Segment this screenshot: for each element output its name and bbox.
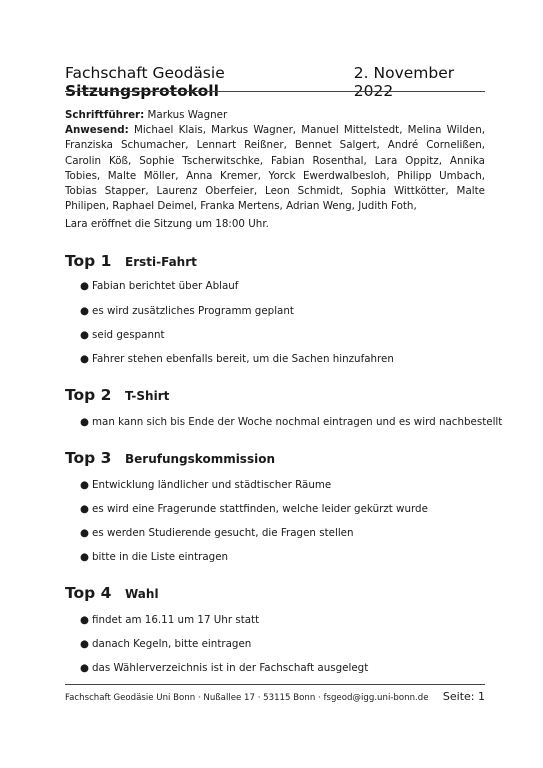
page-header xyxy=(65,64,485,100)
list-item-text: Fabian berichtet über Ablauf xyxy=(92,280,239,292)
section-title: Ersti-Fahrt xyxy=(125,255,197,269)
document-title xyxy=(65,64,354,100)
bullet-icon: ● xyxy=(80,416,89,428)
attendees-label: Anwesend: xyxy=(65,124,129,137)
bullet-icon: ● xyxy=(80,662,89,674)
bullet-icon: ● xyxy=(80,527,89,539)
list-item xyxy=(80,551,228,563)
bullet-icon: ● xyxy=(80,329,89,341)
opening-line: Lara eröffnet die Sitzung um 18:00 Uhr. xyxy=(65,218,269,230)
list-item xyxy=(80,329,165,341)
bullet-icon: ● xyxy=(80,503,89,515)
section-top-3 xyxy=(65,449,485,563)
section-title: Berufungskommission xyxy=(125,452,275,466)
header-divider xyxy=(65,91,485,92)
section-number: Top 3 xyxy=(65,449,112,467)
list-item xyxy=(80,479,331,491)
section-top-4 xyxy=(65,584,485,674)
list-item xyxy=(80,305,294,317)
section-number: Top 1 xyxy=(65,252,112,270)
bullet-icon: ● xyxy=(80,614,89,626)
bullet-icon: ● xyxy=(80,551,89,563)
list-item xyxy=(80,503,428,515)
page-footer xyxy=(65,690,485,703)
recorder-label: Schriftführer: xyxy=(65,109,145,121)
attendees-list: Michael Klais, Markus Wagner, Manuel Mittelstedt, Melina Wilden, Franziska Schumacher, Lennart Reißner, Bennet Salgert, André Cornelißen, Carolin Köß, Sophie Tscherwitschke, Fabian Rosenthal, Lara Oppitz, Annika Tobies, Malte Möller, Anna Kremer, Yorck Ewerdwalbesloh, Philipp Umbach, Tobias Stapper, Laurenz Oberfeier, Leon Schmidt, Sophia Wittkötter, Malte Philipen, Raphael Deimel, Franka Mertens, Adrian Weng, Judith Foth, xyxy=(65,124,485,213)
list-item xyxy=(80,527,354,539)
list-item xyxy=(80,416,502,428)
list-item-text: es wird eine Fragerunde stattfinden, welche leider gekürzt wurde xyxy=(92,503,428,515)
section-top-2 xyxy=(65,386,503,428)
list-item xyxy=(80,638,251,650)
bullet-icon: ● xyxy=(80,353,89,365)
bullet-icon: ● xyxy=(80,479,89,491)
section-heading xyxy=(65,252,485,270)
bullet-icon: ● xyxy=(80,280,89,292)
list-item-text: es wird zusätzliches Programm geplant xyxy=(92,305,294,317)
list-item-text: Fahrer stehen ebenfalls bereit, um die Sachen hinzufahren xyxy=(92,353,394,365)
section-title: Wahl xyxy=(125,587,159,601)
recorder-name: Markus Wagner xyxy=(147,109,228,121)
list-item xyxy=(80,280,238,292)
list-item xyxy=(80,662,368,674)
section-heading xyxy=(65,584,485,602)
list-item-text: Entwicklung ländlicher und städtischer Räume xyxy=(92,479,332,491)
doc-type: Sitzungsprotokoll xyxy=(65,82,219,100)
bullet-icon: ● xyxy=(80,305,89,317)
meeting-date: 2. November 2022 xyxy=(353,64,455,100)
recorder-line xyxy=(65,108,485,123)
list-item-text: es werden Studierende gesucht, die Fragen stellen xyxy=(92,527,354,539)
org-name: Fachschaft Geodäsie xyxy=(65,64,225,82)
list-item xyxy=(80,614,259,626)
bullet-icon: ● xyxy=(80,638,89,650)
section-heading xyxy=(65,449,485,467)
section-number: Top 4 xyxy=(65,584,112,602)
section-title: T-Shirt xyxy=(125,389,170,403)
footer-address: Fachschaft Geodäsie Uni Bonn · Nußallee 17 · 53115 Bonn · fsgeod@igg.uni-bonn.de xyxy=(65,693,429,703)
attendees-line xyxy=(65,123,485,214)
footer-divider xyxy=(65,684,485,685)
section-top-1 xyxy=(65,252,485,365)
list-item-text: man kann sich bis Ende der Woche nochmal eintragen und es wird nachbestellt xyxy=(92,416,503,428)
section-number: Top 2 xyxy=(65,386,112,404)
list-item-text: seid gespannt xyxy=(92,329,165,341)
list-item-text: bitte in die Liste eintragen xyxy=(92,551,229,563)
meta-block xyxy=(65,108,485,214)
page-number: Seite: 1 xyxy=(442,690,485,703)
list-item-text: das Wählerverzeichnis ist in der Fachschaft ausgelegt xyxy=(92,662,369,674)
list-item-text: findet am 16.11 um 17 Uhr statt xyxy=(92,614,260,626)
section-heading xyxy=(65,386,485,404)
list-item-text: danach Kegeln, bitte eintragen xyxy=(92,638,252,650)
list-item xyxy=(80,353,394,365)
